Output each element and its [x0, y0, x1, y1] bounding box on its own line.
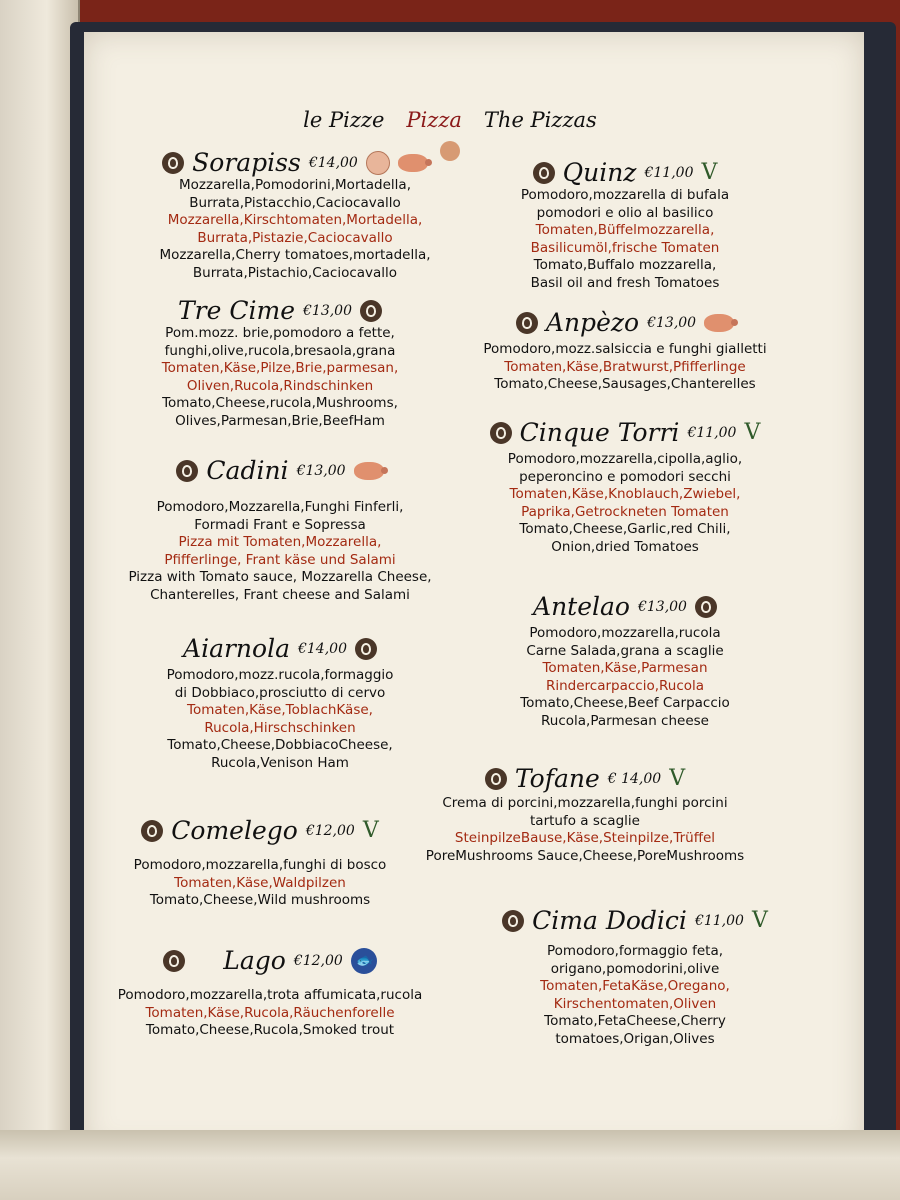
pizza-icon — [162, 152, 184, 174]
title-italian: le Pizze — [303, 108, 385, 132]
pizza-item-tre-cime — [80, 296, 480, 430]
vegetarian-leaf-icon: V — [701, 160, 718, 185]
description-line: Pomodoro,mozzarella di bufala — [520, 187, 730, 203]
description-line: Crema di porcini,mozzarella,funghi porcini — [442, 795, 728, 811]
description-line: Carne Salada,grana a scaglie — [526, 642, 724, 659]
description-line: Formadi Frant e Sopressa — [194, 516, 366, 533]
description-line: Pomodoro,mozzarella,cipolla,aglio, — [507, 451, 743, 467]
item-description — [80, 499, 480, 604]
item-description — [80, 325, 480, 430]
item-description — [450, 341, 800, 394]
item-price: €13,00 — [637, 598, 687, 615]
item-price: €14,00 — [297, 640, 347, 657]
fish-icon: 🐟 — [351, 948, 377, 974]
description-line: Pomodoro,mozz.rucola,formaggio — [166, 667, 394, 683]
description-line: Rucola,Venison Ham — [211, 754, 349, 771]
description-line-german: Tomaten,Käse,Knoblauch,Zwiebel, — [509, 486, 741, 502]
pizza-item-quinz — [460, 158, 790, 292]
description-line: Pomodoro,mozz.salsiccia e funghi gialletti — [483, 341, 767, 357]
item-price: €14,00 — [308, 154, 358, 171]
description-line-german: Tomaten,Käse,Parmesan — [542, 660, 708, 676]
item-heading — [60, 946, 480, 975]
item-price: €13,00 — [296, 462, 346, 479]
description-line-german: Oliven,Rucola,Rindschinken — [186, 377, 374, 394]
description-line-german: Rindercarpaccio,Rucola — [545, 677, 705, 694]
item-heading — [80, 634, 480, 663]
chef-badge-icon — [366, 151, 390, 175]
description-line: Tomato,Buffalo mozzarella, — [533, 257, 717, 273]
page-bottom-edge — [0, 1130, 900, 1200]
description-line-german: Tomaten,Käse,ToblachKäse, — [187, 702, 373, 718]
description-line: tomatoes,Origan,Olives — [555, 1030, 715, 1047]
pizza-icon — [485, 768, 507, 790]
description-line-german: SteinpilzeBause,Käse,Steinpilze,Trüffel — [454, 830, 716, 846]
item-heading — [460, 592, 790, 621]
pizza-item-anpezo — [450, 308, 800, 394]
item-price: €13,00 — [647, 314, 697, 331]
item-name: Lago — [223, 946, 286, 975]
pizza-icon — [163, 950, 185, 972]
item-name: Cinque Torri — [519, 418, 680, 447]
description-line-german: Kirschentomaten,Oliven — [553, 995, 717, 1012]
item-name: Cadini — [206, 456, 289, 485]
item-description — [470, 943, 800, 1048]
pizza-icon — [516, 312, 538, 334]
vegetarian-leaf-icon: V — [362, 818, 379, 843]
vegetarian-leaf-icon: V — [744, 420, 761, 445]
description-line: Tomato,Cheese,Sausages,Chanterelles — [494, 376, 756, 392]
pizza-item-aiarnola — [80, 634, 480, 772]
pizza-item-sorapiss — [100, 148, 490, 282]
description-line: Onion,dried Tomatoes — [551, 538, 699, 555]
item-name: Comelego — [171, 816, 298, 845]
item-description — [410, 795, 760, 865]
title-english: The Pizzas — [483, 108, 597, 132]
pizza-item-cima-dodici — [470, 906, 800, 1048]
description-line: Pomodoro,formaggio feta, — [546, 943, 724, 959]
item-heading — [450, 308, 800, 337]
title-pizza: Pizza — [406, 108, 462, 132]
description-line-german: Tomaten,Käse,Waldpilzen — [174, 874, 346, 891]
description-line: Mozzarella,Cherry tomatoes,mortadella, — [159, 247, 431, 263]
pizza-item-lago — [60, 946, 480, 1040]
description-line: origano,pomodorini,olive — [550, 960, 720, 977]
item-price: €12,00 — [293, 952, 343, 969]
vegetarian-leaf-icon: V — [751, 908, 768, 933]
description-line: Pizza with Tomato sauce, Mozzarella Cheese, — [128, 569, 432, 585]
item-name: Tofane — [514, 764, 600, 793]
description-line-german: Paprika,Getrockneten Tomaten — [521, 503, 729, 520]
pizza-icon — [176, 460, 198, 482]
description-line-german: Tomaten,Käse,Rucola,Räuchenforelle — [145, 1004, 395, 1021]
pizza-icon — [502, 910, 524, 932]
item-name: Quinz — [562, 158, 637, 187]
pizza-icon — [360, 300, 382, 322]
item-price: €12,00 — [305, 822, 355, 839]
description-line: Burrata,Pistachio,Caciocavallo — [192, 264, 398, 281]
item-heading — [80, 456, 480, 485]
item-name: Tre Cime — [178, 296, 295, 325]
description-line: di Dobbiaco,prosciutto di cervo — [174, 684, 386, 701]
description-line: Tomato,FetaCheese,Cherry — [544, 1013, 726, 1029]
description-line: Mozzarella,Pomodorini,Mortadella, — [179, 177, 411, 193]
description-line: pomodori e olio al basilico — [536, 204, 714, 221]
description-line: Rucola,Parmesan cheese — [541, 712, 709, 729]
pizza-icon — [695, 596, 717, 618]
pizza-icon — [490, 422, 512, 444]
description-line: funghi,olive,rucola,bresaola,grana — [164, 342, 396, 359]
item-price: €11,00 — [687, 424, 737, 441]
description-line: Pomodoro,mozzarella,rucola — [529, 625, 721, 641]
item-heading — [470, 906, 800, 935]
menu-title — [0, 108, 900, 132]
description-line: Tomato,Cheese,Garlic,red Chili, — [519, 521, 731, 537]
item-heading — [410, 764, 760, 793]
item-description — [60, 987, 480, 1040]
item-price: € 14,00 — [607, 770, 662, 787]
pig-icon — [704, 314, 734, 332]
description-line: Burrata,Pistacchio,Caciocavallo — [189, 194, 401, 211]
pizza-item-tofane — [410, 764, 760, 865]
vegetarian-leaf-icon: V — [669, 766, 686, 791]
description-line-german: Mozzarella,Kirschtomaten,Mortadella, — [167, 212, 423, 228]
item-name: Sorapiss — [192, 148, 301, 177]
description-line-german: Burrata,Pistazie,Caciocavallo — [197, 229, 393, 246]
pizza-icon — [141, 820, 163, 842]
item-description — [80, 667, 480, 772]
description-line-german: Pfifferlinge, Frant käse und Salami — [164, 551, 396, 568]
description-line: Tomato,Cheese,Rucola,Smoked trout — [145, 1022, 395, 1038]
description-line: tartufo a scaglie — [530, 812, 640, 829]
description-line: Chanterelles, Frant cheese and Salami — [150, 586, 410, 603]
pig-icon — [398, 154, 428, 172]
description-line: Tomato,Cheese,Wild mushrooms — [149, 892, 371, 908]
pig-icon — [354, 462, 384, 480]
description-line-german: Rucola,Hirschschinken — [204, 719, 356, 736]
description-line-german: Tomaten,FetaKäse,Oregano, — [540, 978, 730, 994]
description-line: Tomato,Cheese,Beef Carpaccio — [520, 695, 730, 711]
description-line: Olives,Parmesan,Brie,BeefHam — [175, 412, 385, 429]
description-line-german: Tomaten,Käse,Bratwurst,Pfifferlinge — [504, 358, 746, 375]
description-line: Pomodoro,mozzarella,funghi di bosco — [133, 857, 387, 873]
item-heading — [450, 418, 800, 447]
description-line: peperoncino e pomodori secchi — [519, 468, 731, 485]
description-line: Pomodoro,mozzarella,trota affumicata,rucola — [117, 987, 423, 1003]
description-line: Tomato,Cheese,rucola,Mushrooms, — [162, 395, 398, 411]
pizza-item-comelego — [50, 816, 470, 910]
item-description — [460, 625, 790, 730]
description-line-german: Tomaten,Käse,Pilze,Brie,parmesan, — [161, 360, 399, 376]
item-price: €11,00 — [694, 912, 744, 929]
pizza-icon — [533, 162, 555, 184]
item-price: €11,00 — [644, 164, 694, 181]
description-line-german: Basilicumöl,frische Tomaten — [530, 239, 720, 256]
pizza-item-antelao — [460, 592, 790, 730]
item-heading — [50, 816, 470, 845]
item-description — [460, 187, 790, 292]
description-line-german: Pizza mit Tomaten,Mozzarella, — [178, 534, 382, 550]
description-line: Pomodoro,Mozzarella,Funghi Finferli, — [156, 499, 404, 515]
item-description — [450, 451, 800, 556]
item-name: Aiarnola — [183, 634, 290, 663]
item-heading — [80, 296, 480, 325]
item-description — [100, 177, 490, 282]
item-name: Cima Dodici — [532, 906, 687, 935]
item-price: €13,00 — [303, 302, 352, 319]
item-heading — [460, 158, 790, 187]
item-name: Anpèzo — [545, 308, 640, 337]
description-line: PoreMushrooms Sauce,Cheese,PoreMushrooms — [425, 847, 745, 864]
item-description — [50, 857, 470, 910]
description-line-german: Tomaten,Büffelmozzarella, — [535, 222, 715, 238]
item-name: Antelao — [533, 592, 630, 621]
pizza-item-cadini — [80, 456, 480, 604]
description-line: Tomato,Cheese,DobbiacoCheese, — [167, 737, 393, 753]
description-line: Pom.mozz. brie,pomodoro a fette, — [165, 325, 395, 341]
item-heading — [100, 148, 490, 177]
pizza-icon — [355, 638, 377, 660]
description-line: Basil oil and fresh Tomatoes — [530, 274, 720, 291]
pizza-item-cinque-torri — [450, 418, 800, 556]
